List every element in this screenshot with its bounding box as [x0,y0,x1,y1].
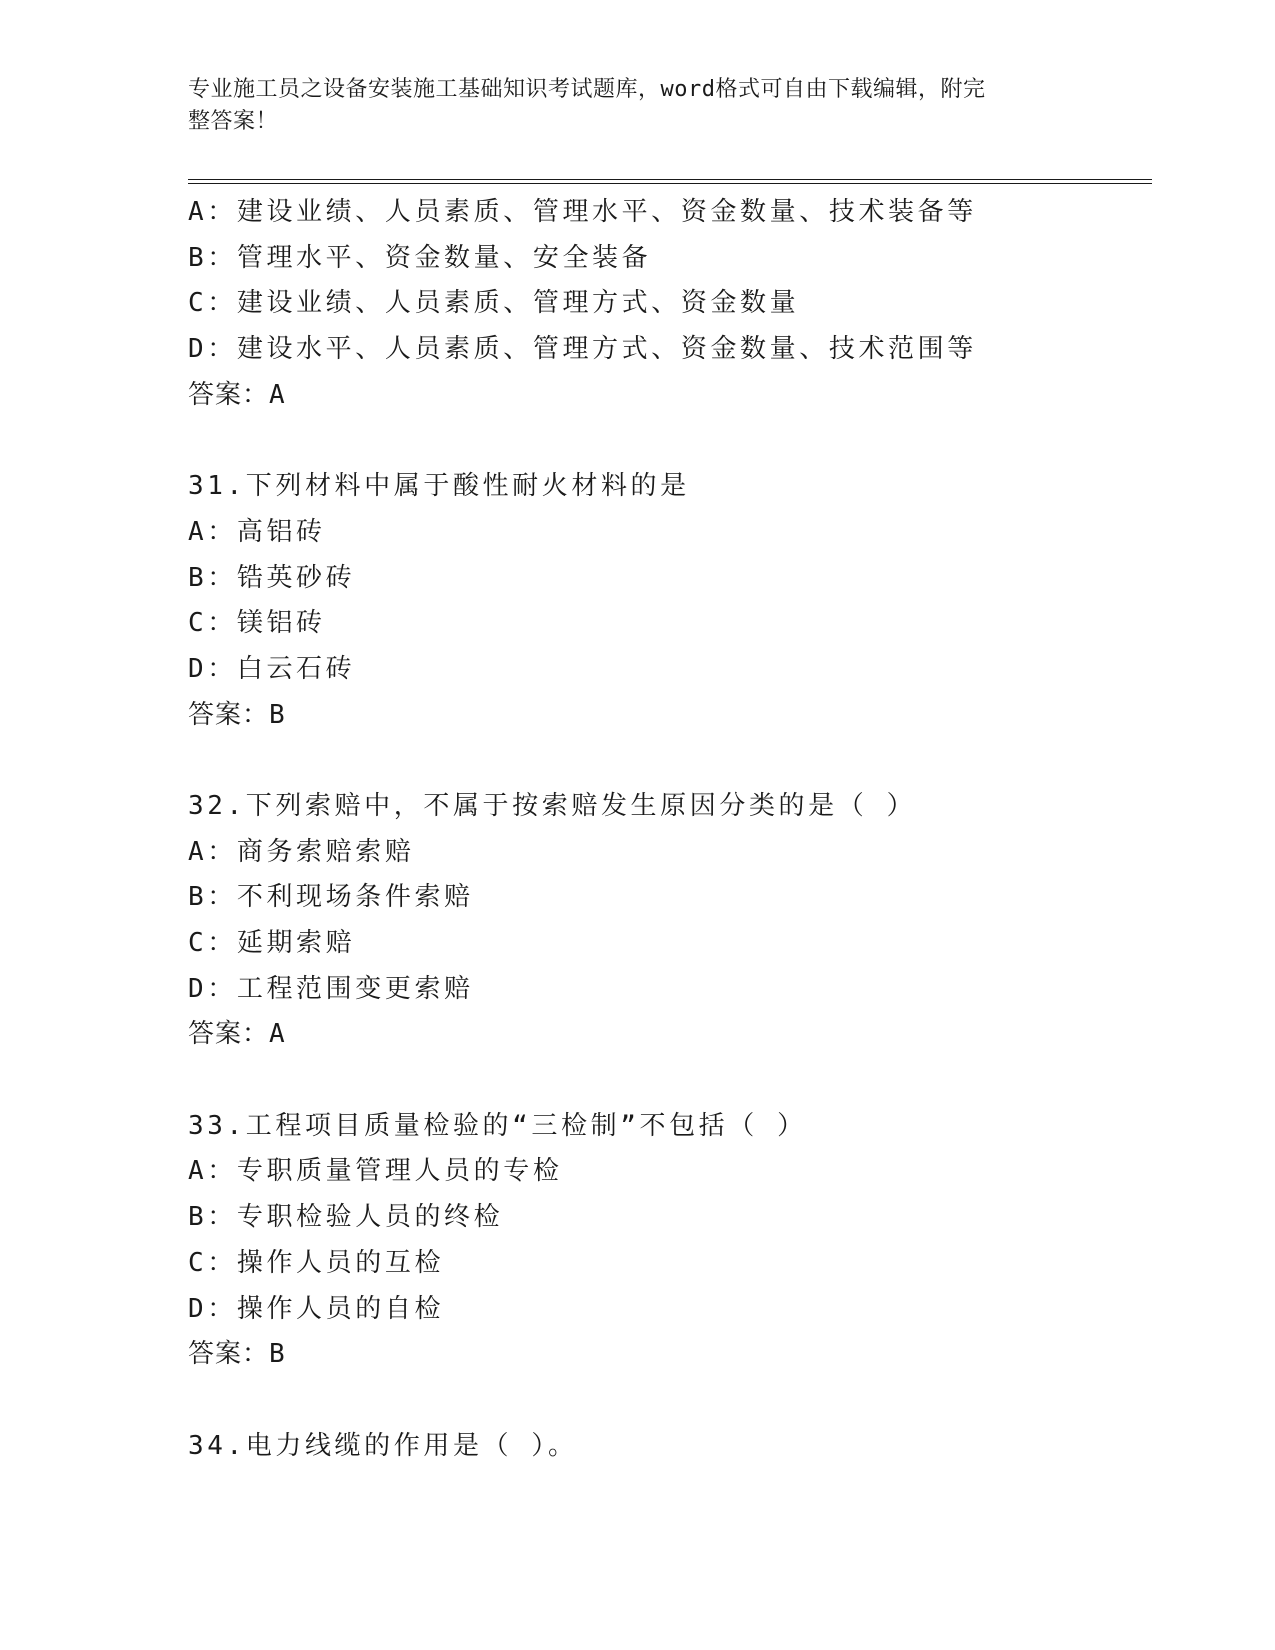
spacer [188,1058,1148,1104]
spacer [188,738,1148,784]
option-d: D：建设水平、人员素质、管理方式、资金数量、技术范围等 [188,334,977,365]
option-b: B：不利现场条件索赔 [188,882,474,913]
option-b: B：锆英砂砖 [188,562,356,593]
option-b: B：管理水平、资金数量、安全装备 [188,242,652,273]
question-text: 31.下列材料中属于酸性耐火材料的是 [188,471,690,502]
answer-line: 答案：A [188,1019,286,1050]
question-text: 32.下列索赔中，不属于按索赔发生原因分类的是（ ） [188,790,917,821]
header-rule-top [188,179,1152,180]
option-a: A：商务索赔索赔 [188,836,415,867]
option-a: A：专职质量管理人员的专检 [188,1156,563,1187]
option-d: D：操作人员的自检 [188,1293,445,1324]
option-b: B：专职检验人员的终检 [188,1202,504,1233]
question-block-31 [188,464,1148,738]
option-a: A：建设业绩、人员素质、管理水平、资金数量、技术装备等 [188,197,977,227]
document-header [188,74,1068,138]
question-block-32 [188,784,1148,1058]
spacer [188,1378,1148,1424]
option-c: C：延期索赔 [188,928,356,958]
header-line-2: 整答案！ [188,109,279,134]
answer-line: 答案：B [188,1339,286,1370]
header-line-1: 专业施工员之设备安装施工基础知识考试题库，word格式可自由下载编辑，附完 [188,77,986,102]
option-d: D：白云石砖 [188,653,356,684]
answer-line: 答案：A [188,379,286,410]
question-text: 33.工程项目质量检验的“三检制”不包括（ ） [188,1110,807,1141]
header-rule-bottom [188,183,1152,184]
question-text: 34.电力线缆的作用是（ ）。 [188,1430,578,1461]
question-block-33 [188,1104,1148,1378]
spacer [188,418,1148,464]
question-block-34 [188,1424,1148,1470]
answer-line: 答案：B [188,699,286,730]
option-c: C：操作人员的互检 [188,1247,445,1278]
option-d: D：工程范围变更索赔 [188,973,474,1004]
option-c: C：镁铝砖 [188,608,326,639]
question-block-30 [188,190,1148,418]
question-list [188,190,1148,1469]
option-c: C：建设业绩、人员素质、管理方式、资金数量 [188,288,800,319]
option-a: A：高铝砖 [188,516,326,547]
